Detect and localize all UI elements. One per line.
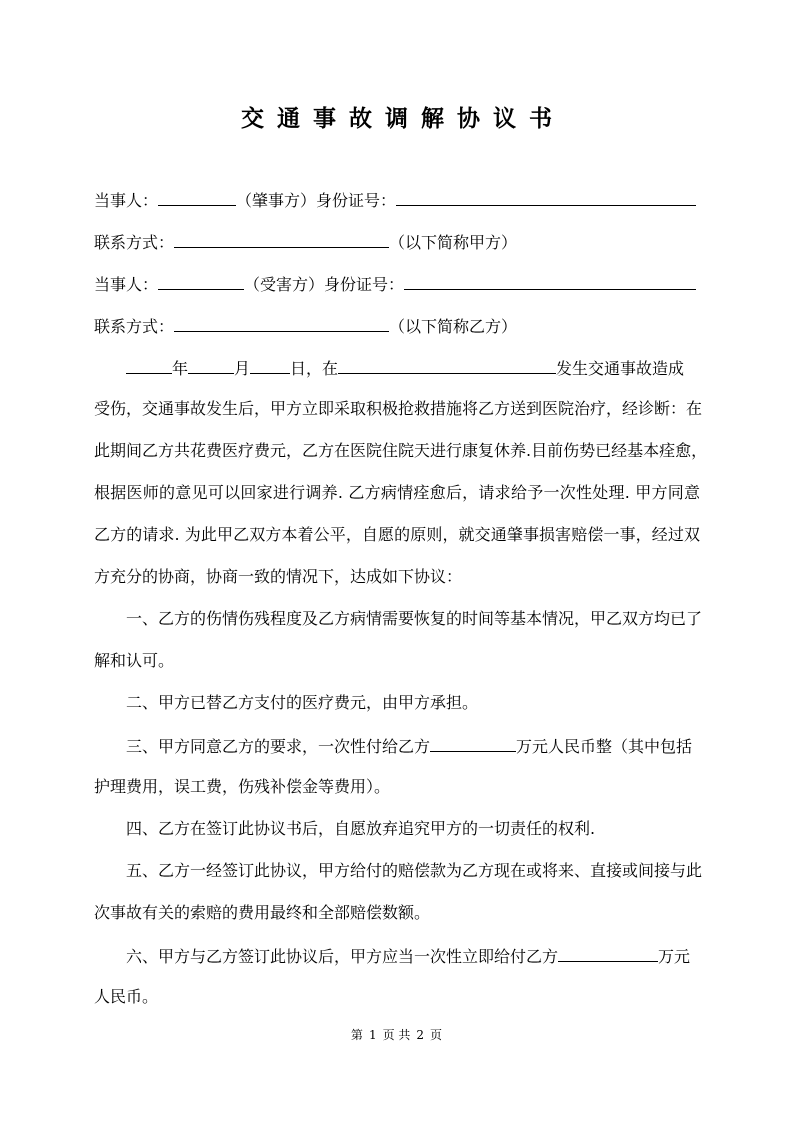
year-blank[interactable] — [126, 352, 172, 374]
page-mid: 页 共 — [382, 1028, 411, 1042]
clause-6-line-1 — [126, 940, 700, 970]
clause-3-post: 万元人民币整（其中包括 — [516, 737, 693, 756]
page-total: 2 — [416, 1028, 425, 1042]
party-b-line — [94, 268, 700, 298]
party-a-name-blank[interactable] — [158, 184, 236, 206]
party-b-name-blank[interactable] — [158, 268, 244, 290]
party-a-alias: （以下简称甲方） — [389, 233, 518, 252]
day-blank[interactable] — [250, 352, 290, 374]
intro-line-4: 根据医师的意见可以回家进行调养. 乙方病情痊愈后，请求给予一次性处理. 甲方同意 — [94, 483, 700, 502]
month-blank[interactable] — [188, 352, 234, 374]
clause-5-line-2: 次事故有关的索赔的费用最终和全部赔偿数额。 — [94, 903, 431, 922]
page-prefix: 第 — [350, 1028, 363, 1042]
party-b-role: （受害方）身份证号： — [244, 275, 405, 294]
day-label: 日，在 — [290, 359, 339, 378]
clause-6-post: 万元 — [658, 947, 691, 966]
party-a-label: 当事人： — [94, 191, 159, 210]
party-a-role: （肇事方）身份证号： — [236, 191, 397, 210]
clause-3-line-1 — [126, 730, 700, 760]
clause-2: 二、甲方已替乙方支付的医疗费元，由甲方承担。 — [126, 693, 479, 712]
intro-line-1 — [126, 352, 700, 382]
party-a-contact-label: 联系方式： — [94, 233, 175, 252]
page-footer — [0, 1026, 793, 1043]
clause-6-pre: 六、甲方与乙方签订此协议后，甲方应当一次性立即给付乙方 — [126, 947, 559, 966]
intro-line-3: 此期间乙方共花费医疗费元，乙方在医院住院天进行康复休养.目前伤势已经基本痊愈， — [94, 441, 708, 460]
clause-6-amount-blank[interactable] — [558, 940, 658, 962]
clause-1-line-2: 解和认可。 — [94, 651, 175, 670]
clause-5-line-1: 五、乙方一经签订此协议，甲方给付的赔偿款为乙方现在或将来、直接或间接与此 — [126, 861, 703, 880]
document-title: 交通事故调解协议书 — [241, 105, 565, 132]
clause-6-line-2: 人民币。 — [94, 987, 159, 1006]
party-a-id-blank[interactable] — [396, 184, 696, 206]
page-suffix: 页 — [430, 1028, 443, 1042]
clause-3-line-2: 护理费用，误工费，伤残补偿金等费用）。 — [94, 777, 391, 796]
page-current: 1 — [368, 1028, 377, 1042]
party-b-contact-line — [94, 310, 700, 340]
party-a-line — [94, 184, 700, 214]
accident-text: 发生交通事故造成 — [556, 359, 685, 378]
intro-line-5: 乙方的请求. 为此甲乙双方本着公平，自愿的原则，就交通肇事损害赔偿一事，经过双 — [94, 525, 700, 544]
party-b-contact-label: 联系方式： — [94, 317, 175, 336]
party-b-id-blank[interactable] — [404, 268, 696, 290]
clause-1-line-1: 一、乙方的伤情伤残程度及乙方病情需要恢复的时间等基本情况，甲乙双方均已了 — [126, 609, 703, 628]
party-b-alias: （以下简称乙方） — [389, 317, 518, 336]
intro-line-2: 受伤，交通事故发生后，甲方立即采取积极抢救措施将乙方送到医院治疗，经诊断：在 — [94, 399, 703, 418]
party-a-contact-blank[interactable] — [174, 226, 389, 248]
location-blank[interactable] — [338, 352, 556, 374]
clause-4: 四、乙方在签订此协议书后，自愿放弃追究甲方的一切责任的权利. — [126, 819, 596, 838]
clause-3-amount-blank[interactable] — [430, 730, 516, 752]
clause-3-pre: 三、甲方同意乙方的要求，一次性付给乙方 — [126, 737, 431, 756]
year-label: 年 — [172, 359, 189, 378]
party-b-contact-blank[interactable] — [174, 310, 389, 332]
intro-line-6: 方充分的协商，协商一致的情况下，达成如下协议： — [94, 567, 463, 586]
party-b-label: 当事人： — [94, 275, 159, 294]
month-label: 月 — [234, 359, 251, 378]
party-a-contact-line — [94, 226, 700, 256]
